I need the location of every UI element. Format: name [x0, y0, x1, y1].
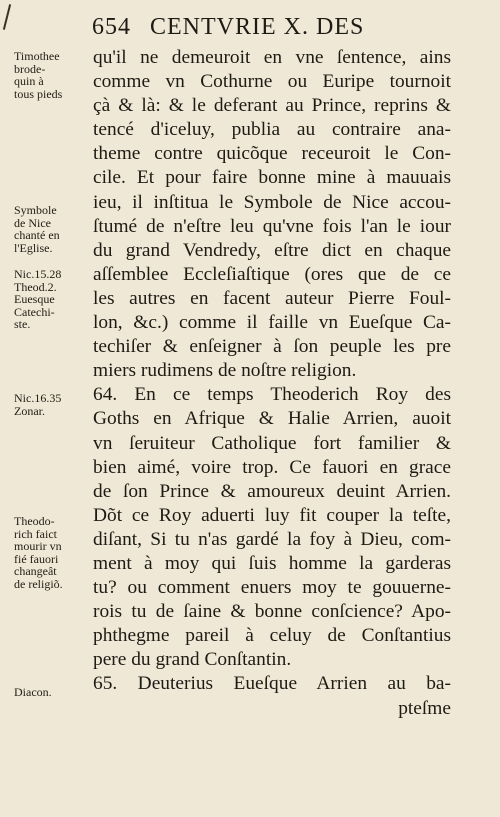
margin-note-line: de Nice	[14, 215, 51, 230]
text-line: miers rudimens de noſtre religion.	[93, 360, 357, 382]
text-line: comme vn Cothurne ou Euripe tournoit	[93, 71, 451, 93]
text-line: du grand Vendredy, eſtre dict en chaque	[93, 239, 451, 261]
body-text	[93, 46, 451, 721]
text-line: qu'il ne demeuroit en vne ſentence, ains	[93, 47, 451, 68]
margin-note-line: Theod.2.	[14, 279, 57, 294]
text-line: ſtumé de n'eſtre leu qu'vne fois l'an le iour	[93, 215, 451, 237]
text-line: çà & là: & le deferant au Prince, reprins &	[93, 95, 451, 117]
text-line: les autres en facent auteur Pierre Foul-	[93, 287, 451, 309]
margin-note-line: Theodo-	[14, 514, 55, 528]
text-line: cile. Et pour faire bonne mine à mauuais	[93, 167, 451, 189]
margin-note-line: de religiõ.	[14, 576, 63, 591]
text-line: phthegme pareil à celuy de Conſtantius	[93, 625, 451, 647]
margin-note-line: brode-	[14, 61, 46, 76]
text-line: tencé d'iceluy, publia au contraire ana-	[93, 119, 451, 141]
margin-note	[14, 204, 94, 254]
text-line: Goths en Afrique & Halie Arrien, auoit	[93, 408, 451, 430]
text-line: techiſer & enſeigner à ſon peuple les pre	[93, 336, 451, 358]
text-line: Dõt ce Roy aduerti luy fit couper la teſte,	[93, 504, 451, 526]
text-line: rois tu de ſaine & bonne conſcience? Apo-	[93, 601, 451, 623]
text-line: ieu, il inſtitua le Symbole de Nice accou-	[93, 191, 451, 213]
text-line: diſant, Si tu n'as gardé la foy à Dieu, com-	[93, 528, 451, 550]
catchword: pteſme	[398, 697, 451, 719]
margin-note-line: ste.	[14, 317, 31, 332]
text-line: aſſemblee Eccleſiaſtique (ores que de ce	[93, 263, 451, 285]
text-line: bien aimé, voire trop. Ce fauori en grace	[93, 456, 451, 478]
margin-note-line: chanté en	[14, 228, 60, 243]
margin-note	[14, 392, 94, 417]
running-head	[92, 14, 472, 41]
margin-note	[14, 515, 94, 591]
text-line: pere du grand Conſtantin.	[93, 649, 292, 671]
margin-note-line: Nic.16.35	[14, 391, 62, 405]
margin-note-line: quin à	[14, 74, 44, 89]
running-title: CENTVRIE X. DES	[150, 14, 365, 40]
paragraph-65-start: 65. Deuterius Eueſque Arrien au ba-	[93, 673, 451, 695]
margin-note-line: Zonar.	[14, 403, 45, 418]
margin-note-line: rich faict	[14, 526, 57, 541]
text-line: theme contre quicõque receuroit le Con-	[93, 143, 451, 165]
margin-note	[14, 50, 94, 100]
margin-note-line: l'Eglise.	[14, 240, 53, 255]
margin-note	[14, 686, 94, 699]
margin-note	[14, 268, 94, 331]
margin-note-line: Timothee	[14, 49, 60, 63]
margin-note-line: Diacon.	[14, 685, 52, 699]
page-edge-mark	[3, 4, 11, 30]
margin-note-line: fié fauori	[14, 551, 59, 566]
text-line: vn ſeruiteur Catholique fort familier &	[93, 432, 451, 454]
page-number: 654	[92, 14, 131, 40]
text-line: ment à moy qui ſuis homme la garderas	[93, 552, 451, 574]
margin-note-line: Euesque	[14, 292, 55, 307]
margin-note-line: Symbole	[14, 203, 57, 217]
margin-note-line: Nic.15.28	[14, 267, 62, 281]
paragraph-64-start: 64. En ce temps Theoderich Roy des	[93, 384, 451, 406]
margin-note-line: tous pieds	[14, 86, 63, 101]
margin-note-line: Catechi-	[14, 304, 55, 319]
text-line: tu? ou comment enuers moy te gouuerne-	[93, 577, 451, 599]
text-line: de ſon Prince & amoureux deuint Arrien.	[93, 480, 451, 502]
text-line: lon, &c.) comme il faille vn Eueſque Ca-	[93, 312, 451, 334]
margin-note-line: changeât	[14, 564, 57, 579]
margin-note-line: mourir vn	[14, 539, 62, 554]
